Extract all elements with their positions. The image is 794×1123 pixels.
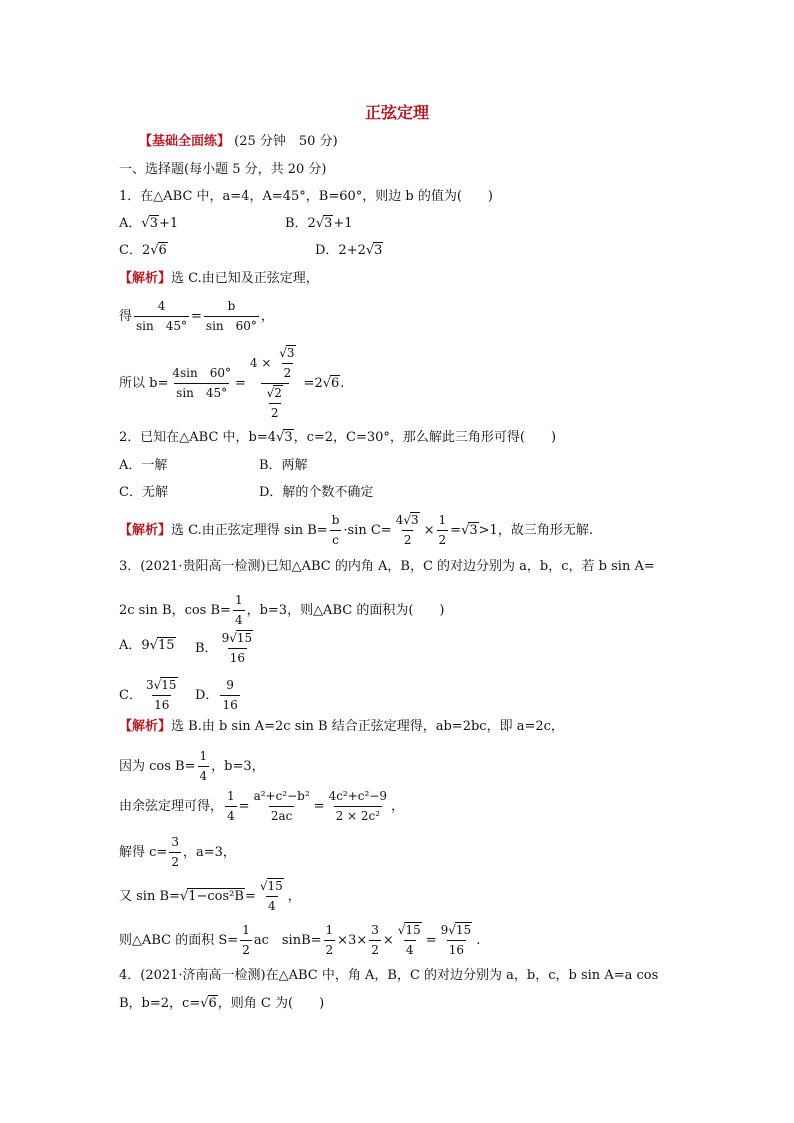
q1-analysis-line2: 得 $\frac{4}{\sin 45^\circ}$ = $\frac{b}{\sin 60^\circ}$ ， <box>119 299 274 333</box>
q3-option-d: D． $\frac{9}{16}$ <box>195 678 238 712</box>
section-title: 一、选择题(每小题 5 分，共 20 分) <box>119 162 327 177</box>
q3-analysis-line4: 解得 c= $\frac{3}{2}$ ，a=3， <box>119 835 236 869</box>
question-3-stem-line1: 3．(2021·贵阳高一检测)已知△ABC 的内角 A，B，C 的对边分别为 a，b，c，若 b sin A= <box>119 559 655 574</box>
question-1-stem: 1．在△ABC 中，a=4，A=45°，B=60°，则边 b 的值为( ) <box>119 189 493 204</box>
q2-option-b: B．两解 <box>259 458 308 473</box>
q1-option-c: C．2√6 <box>119 243 167 258</box>
question-2-stem: 2．已知在△ABC 中，b=4√3，c=2，C=30°，那么解此三角形可得( ) <box>119 430 557 445</box>
q3-analysis-line3: 由余弦定理可得， $\frac{1}{4}$ = $\frac{\text{a²+c²−b²}}{2ac}$ = $\frac{\text{4c²+c²−9}}{\text{2 × 2c²}}$ ， <box>119 789 405 823</box>
q3-option-b: B． $\frac{9√15}{16}$ <box>195 631 253 665</box>
page-title: 正弦定理 <box>364 103 429 122</box>
q1-option-d: D．2+2√3 <box>315 243 383 258</box>
question-4-stem-line2: B，b=2，c=√6，则角 C 为( ) <box>119 996 325 1011</box>
q1-option-a: A．√3+1 <box>119 216 179 231</box>
section-header <box>139 134 338 150</box>
analysis-tag: 【解析】 <box>119 271 172 286</box>
q2-option-d: D．解的个数不确定 <box>259 485 374 500</box>
q3-analysis-line6: 则△ABC 的面积 S= $\frac{1}{2}$ ac sinB= $\frac{1}{2}$ ×3× $\frac{3}{2}$ × $\frac{√15}{4}$ = $\frac{9√15}{16}$ . <box>119 923 481 957</box>
q3-analysis-line5: 又 sin B=√1−cos²B= $\frac{√15}{4}$ ， <box>119 879 301 913</box>
q2-option-c: C．无解 <box>119 485 168 500</box>
q3-option-c: C． $\frac{3√15}{16}$ <box>119 678 177 712</box>
basic-practice-tag: 【基础全面练】 <box>139 134 231 149</box>
q1-option-b: B．2√3+1 <box>285 216 353 231</box>
q1-analysis-line3: 所以 b= $\frac{4\sin 60^\circ}{\sin 45^\circ}$ = 4 × $\frac{√3}{2}$ $\frac{√2}{2}$ =2√6. <box>119 346 345 420</box>
q2-option-a: A．一解 <box>119 458 168 473</box>
q3-option-a: A．9√15 <box>119 638 175 653</box>
q2-analysis: 【解析】选 C.由正弦定理得 sin B= $\frac{b}{c}$ ·sin C= $\frac{4√3}{2}$ × $\frac{1}{2}$ =√3>1，故三角形无解. <box>119 513 593 547</box>
q3-analysis-line2: 因为 cos B= $\frac{1}{4}$ ，b=3， <box>119 749 265 783</box>
q3-analysis-line1: 【解析】选 B.由 b sin A=2c sin B 结合正弦定理得，ab=2bc，即 a=2c， <box>119 719 564 734</box>
question-3-stem-line2: 2c sin B，cos B= $\frac{1}{4}$ ，b=3，则△ABC 的面积为( ) <box>119 593 445 627</box>
q1-analysis-line1: 【解析】选 C.由已知及正弦定理， <box>119 271 319 286</box>
time-info: (25 分钟 50 分) <box>234 134 338 149</box>
question-4-stem-line1: 4．(2021·济南高一检测)在△ABC 中，角 A，B，C 的对边分别为 a，b，c，b sin A=a cos <box>119 968 659 983</box>
